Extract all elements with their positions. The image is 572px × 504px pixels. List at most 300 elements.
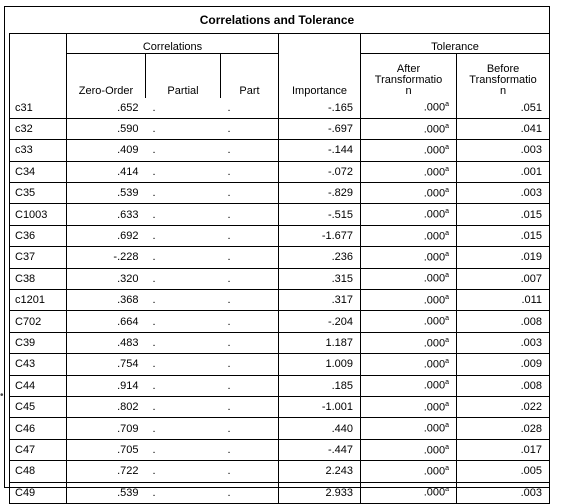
before-header-line3: n <box>499 84 507 97</box>
partial-cell <box>146 311 221 332</box>
importance-cell <box>279 311 361 332</box>
importance-cell-value: -1.001 <box>321 401 354 414</box>
after-transformation-cell-value: .000 <box>423 444 446 457</box>
part-cell-value: . <box>227 165 231 178</box>
after-transformation-cell-value: .000 <box>423 273 446 286</box>
table-row <box>10 396 550 417</box>
footnote-mark: a <box>445 251 450 259</box>
row-label <box>10 396 67 417</box>
footnote-mark: a <box>445 165 450 173</box>
after-transformation-cell-value: .000 <box>423 315 446 328</box>
importance-cell <box>279 461 361 482</box>
row-label-value: C39 <box>15 336 36 349</box>
before-transformation-cell-value: .051 <box>520 101 543 114</box>
importance-cell <box>279 290 361 311</box>
importance-cell <box>279 161 361 182</box>
partial-cell <box>146 247 221 268</box>
after-transformation-cell <box>361 204 457 225</box>
before-transformation-cell-value: .005 <box>520 465 543 478</box>
partial-cell-value: . <box>152 272 156 285</box>
partial-cell <box>146 375 221 396</box>
zero-order-cell-value: .722 <box>117 465 139 478</box>
importance-cell-value: -.165 <box>327 101 354 114</box>
part-cell-value: . <box>227 144 231 157</box>
table-row <box>10 418 550 439</box>
importance-cell-value: 1.009 <box>325 358 354 371</box>
after-transformation-cell <box>361 161 457 182</box>
partial-cell <box>146 98 221 119</box>
zero-order-cell <box>67 418 146 439</box>
after-transformation-cell-value: .000 <box>423 380 446 393</box>
after-transformation-cell <box>361 396 457 417</box>
row-label <box>10 98 67 119</box>
after-transformation-cell <box>361 418 457 439</box>
footnote-mark: a <box>445 358 450 366</box>
importance-cell-value: 2.243 <box>325 465 354 478</box>
zero-order-cell-value: .709 <box>117 422 139 435</box>
zero-order-cell <box>67 140 146 161</box>
row-label <box>10 183 67 204</box>
before-transformation-cell-value: .015 <box>520 230 543 243</box>
importance-cell-value: -.829 <box>327 187 354 200</box>
importance-cell-value: -.204 <box>327 315 354 328</box>
table-row <box>10 140 550 161</box>
part-cell-value: . <box>227 230 231 243</box>
before-transformation-cell <box>457 183 550 204</box>
after-transformation-cell <box>361 268 457 289</box>
table-row <box>10 375 550 396</box>
after-transformation-cell <box>361 461 457 482</box>
after-transformation-cell-value: .000 <box>423 102 446 115</box>
after-header-line3: n <box>405 84 412 97</box>
footnote-mark: a <box>445 315 450 323</box>
partial-cell-value: . <box>152 251 156 264</box>
row-label-value: C702 <box>15 315 42 328</box>
zero-order-cell <box>67 204 146 225</box>
importance-header-cell <box>279 34 361 98</box>
partial-cell-value: . <box>152 208 156 221</box>
partial-cell <box>146 290 221 311</box>
part-cell-value: . <box>227 208 231 221</box>
row-label <box>10 332 67 353</box>
after-transformation-cell-value: .000 <box>423 166 446 179</box>
importance-cell-value: 2.933 <box>325 486 354 499</box>
before-transformation-header <box>457 54 550 98</box>
row-label-value: C36 <box>15 230 36 243</box>
part-cell <box>221 375 279 396</box>
table-row <box>10 183 550 204</box>
after-transformation-cell-value: .000 <box>423 465 446 478</box>
importance-cell-value: -.072 <box>327 165 354 178</box>
part-cell <box>221 439 279 460</box>
importance-cell <box>279 183 361 204</box>
after-transformation-cell-value: .000 <box>423 230 446 243</box>
row-label <box>10 247 67 268</box>
table-row <box>10 268 550 289</box>
before-transformation-cell <box>457 140 550 161</box>
footnote-mark: a <box>445 101 450 109</box>
table-row <box>10 439 550 460</box>
table-row <box>10 290 550 311</box>
partial-cell-value: . <box>152 443 156 456</box>
row-label <box>10 225 67 246</box>
zero-order-cell <box>67 439 146 460</box>
row-header-corner <box>10 34 67 98</box>
importance-cell-value: -.515 <box>327 208 354 221</box>
row-label-value: c31 <box>15 101 33 114</box>
table-row <box>10 461 550 482</box>
before-transformation-cell <box>457 268 550 289</box>
part-cell-value: . <box>227 358 231 371</box>
row-label-value: C38 <box>15 272 36 285</box>
partial-cell-value: . <box>152 144 156 157</box>
zero-order-cell-value: .539 <box>117 187 139 200</box>
zero-order-cell <box>67 290 146 311</box>
importance-cell <box>279 396 361 417</box>
before-transformation-cell <box>457 354 550 375</box>
row-label-value: C49 <box>15 486 36 499</box>
footnote-mark: a <box>445 486 450 494</box>
importance-cell <box>279 140 361 161</box>
before-header-line2: Transformatio <box>469 73 537 86</box>
importance-header: Importance <box>292 84 348 97</box>
row-label-value: C37 <box>15 251 36 264</box>
before-transformation-cell-value: .007 <box>520 272 543 285</box>
zero-order-cell-value: .320 <box>117 272 139 285</box>
before-transformation-cell <box>457 332 550 353</box>
tolerance-group-header: Tolerance <box>361 34 550 54</box>
row-label-value: c32 <box>15 123 33 136</box>
part-cell <box>221 268 279 289</box>
importance-cell-value: -1.677 <box>321 230 354 243</box>
row-label <box>10 140 67 161</box>
zero-order-cell <box>67 375 146 396</box>
partial-cell-value: . <box>152 315 156 328</box>
importance-cell-value: .440 <box>331 422 354 435</box>
part-cell <box>221 482 279 503</box>
after-header-line1: After <box>396 62 421 75</box>
footnote-mark: a <box>445 293 450 301</box>
footnote-mark: a <box>445 379 450 387</box>
partial-cell <box>146 354 221 375</box>
partial-cell-value: . <box>152 401 156 414</box>
importance-cell-value: .315 <box>331 272 354 285</box>
before-transformation-cell <box>457 418 550 439</box>
row-label <box>10 161 67 182</box>
before-transformation-cell <box>457 375 550 396</box>
after-transformation-cell-value: .000 <box>423 208 446 221</box>
importance-cell-value: .317 <box>331 294 354 307</box>
importance-cell <box>279 247 361 268</box>
part-cell <box>221 140 279 161</box>
part-cell <box>221 204 279 225</box>
correlations-tolerance-table-frame <box>4 6 550 500</box>
before-transformation-cell <box>457 98 550 119</box>
before-transformation-cell-value: .008 <box>520 379 543 392</box>
zero-order-cell-value: .409 <box>117 144 139 157</box>
importance-cell <box>279 354 361 375</box>
table-row <box>10 332 550 353</box>
part-cell-value: . <box>227 336 231 349</box>
importance-cell <box>279 225 361 246</box>
partial-cell-value: . <box>152 465 156 478</box>
partial-cell-value: . <box>152 486 156 499</box>
zero-order-cell <box>67 354 146 375</box>
part-cell-value: . <box>227 187 231 200</box>
part-cell-value: . <box>227 315 231 328</box>
footnote-mark: a <box>445 186 450 194</box>
zero-order-cell <box>67 396 146 417</box>
part-cell-value: . <box>227 465 231 478</box>
importance-cell <box>279 204 361 225</box>
after-transformation-cell <box>361 290 457 311</box>
row-label-value: C35 <box>15 187 36 200</box>
zero-order-cell <box>67 247 146 268</box>
partial-cell-value: . <box>152 379 156 392</box>
before-transformation-cell <box>457 396 550 417</box>
correlations-tolerance-table <box>9 33 550 504</box>
after-header-line2: Transformatio <box>374 73 443 86</box>
table-row <box>10 354 550 375</box>
before-transformation-cell <box>457 247 550 268</box>
before-transformation-cell <box>457 118 550 139</box>
zero-order-cell-value: .652 <box>117 101 139 114</box>
row-label-value: C46 <box>15 422 36 435</box>
zero-order-cell-value: .483 <box>117 336 139 349</box>
after-transformation-cell-value: .000 <box>423 123 446 136</box>
before-transformation-cell-value: .009 <box>520 358 543 371</box>
table-row <box>10 98 550 119</box>
partial-cell-value: . <box>152 101 156 114</box>
before-transformation-cell-value: .028 <box>520 422 543 435</box>
part-header: Part <box>221 54 279 98</box>
after-transformation-cell-value: .000 <box>423 487 446 500</box>
part-cell <box>221 247 279 268</box>
part-cell-value: . <box>227 251 231 264</box>
importance-cell-value: -.697 <box>327 123 354 136</box>
partial-cell <box>146 204 221 225</box>
importance-cell-value: .236 <box>331 251 354 264</box>
row-label-value: c1201 <box>15 294 45 307</box>
footnote-mark: a <box>445 272 450 280</box>
before-transformation-cell <box>457 225 550 246</box>
zero-order-cell-value: .414 <box>117 165 139 178</box>
row-label-value: C43 <box>15 358 36 371</box>
row-label-value: C34 <box>15 165 36 178</box>
after-transformation-cell-value: .000 <box>423 401 446 414</box>
part-cell-value: . <box>227 294 231 307</box>
row-label <box>10 418 67 439</box>
after-transformation-cell-value: .000 <box>423 294 446 307</box>
partial-cell <box>146 461 221 482</box>
zero-order-cell-value: .754 <box>117 358 139 371</box>
row-label-value: C47 <box>15 443 36 456</box>
correlations-group-header: Correlations <box>67 34 279 54</box>
before-transformation-cell-value: .001 <box>520 165 543 178</box>
part-cell <box>221 290 279 311</box>
partial-cell <box>146 183 221 204</box>
after-transformation-cell <box>361 98 457 119</box>
part-cell-value: . <box>227 401 231 414</box>
row-label <box>10 439 67 460</box>
zero-order-cell-value: .692 <box>117 230 139 243</box>
importance-cell <box>279 268 361 289</box>
row-label-value: c33 <box>15 144 33 157</box>
partial-cell <box>146 118 221 139</box>
zero-order-cell-value: .539 <box>117 486 139 499</box>
after-transformation-cell <box>361 183 457 204</box>
row-label-value: C45 <box>15 401 36 414</box>
before-transformation-cell-value: .022 <box>520 401 543 414</box>
after-transformation-cell-value: .000 <box>423 337 446 350</box>
zero-order-cell <box>67 482 146 503</box>
importance-cell-value: -.447 <box>327 443 354 456</box>
footnote-mark: a <box>445 144 450 152</box>
footnote-mark: a <box>445 229 450 237</box>
part-cell-value: . <box>227 379 231 392</box>
before-transformation-cell-value: .003 <box>520 187 543 200</box>
before-transformation-cell-value: .003 <box>520 336 543 349</box>
zero-order-cell <box>67 311 146 332</box>
before-transformation-cell-value: .011 <box>521 294 543 307</box>
before-transformation-cell <box>457 290 550 311</box>
zero-order-cell-value: .664 <box>117 315 139 328</box>
part-cell <box>221 98 279 119</box>
footnote-mark: a <box>445 336 450 344</box>
importance-cell <box>279 482 361 503</box>
before-transformation-cell <box>457 482 550 503</box>
before-header-line1: Before <box>486 62 520 75</box>
part-cell <box>221 418 279 439</box>
zero-order-cell <box>67 268 146 289</box>
part-cell <box>221 225 279 246</box>
zero-order-cell <box>67 161 146 182</box>
row-label-value: C1003 <box>15 208 48 221</box>
row-label <box>10 482 67 503</box>
after-transformation-cell-value: .000 <box>423 187 446 200</box>
partial-cell-value: . <box>152 358 156 371</box>
after-transformation-cell <box>361 225 457 246</box>
row-label <box>10 118 67 139</box>
zero-order-cell <box>67 225 146 246</box>
after-transformation-cell <box>361 354 457 375</box>
partial-cell <box>146 268 221 289</box>
zero-order-cell <box>67 183 146 204</box>
before-transformation-cell-value: .008 <box>520 315 543 328</box>
table-row <box>10 482 550 503</box>
zero-order-cell-value: .368 <box>117 294 139 307</box>
partial-cell-value: . <box>152 187 156 200</box>
partial-cell <box>146 140 221 161</box>
zero-order-cell <box>67 461 146 482</box>
after-transformation-cell <box>361 311 457 332</box>
after-transformation-cell <box>361 482 457 503</box>
part-cell <box>221 161 279 182</box>
table-row <box>10 247 550 268</box>
partial-cell <box>146 482 221 503</box>
table-body <box>10 98 550 504</box>
side-marker: • <box>0 390 4 401</box>
zero-order-cell-value: .590 <box>117 123 139 136</box>
after-transformation-cell <box>361 439 457 460</box>
table-row <box>10 311 550 332</box>
partial-cell <box>146 418 221 439</box>
partial-cell <box>146 161 221 182</box>
before-transformation-cell <box>457 204 550 225</box>
table-row <box>10 161 550 182</box>
partial-cell <box>146 225 221 246</box>
footnote-mark: a <box>445 422 450 430</box>
part-cell-value: . <box>227 422 231 435</box>
part-cell <box>221 311 279 332</box>
zero-order-cell-value: .705 <box>117 443 139 456</box>
importance-cell <box>279 98 361 119</box>
importance-cell <box>279 118 361 139</box>
footnote-mark: a <box>445 400 450 408</box>
zero-order-cell <box>67 332 146 353</box>
importance-cell <box>279 418 361 439</box>
after-transformation-cell-value: .000 <box>423 144 446 157</box>
part-cell <box>221 118 279 139</box>
zero-order-cell-value: .633 <box>117 208 139 221</box>
row-label <box>10 461 67 482</box>
zero-order-cell <box>67 98 146 119</box>
part-cell-value: . <box>227 272 231 285</box>
table-row <box>10 204 550 225</box>
before-transformation-cell <box>457 161 550 182</box>
importance-cell-value: 1.187 <box>325 336 354 349</box>
before-transformation-cell-value: .003 <box>520 144 543 157</box>
row-label <box>10 204 67 225</box>
importance-cell <box>279 375 361 396</box>
zero-order-cell <box>67 118 146 139</box>
after-transformation-cell <box>361 375 457 396</box>
importance-cell <box>279 439 361 460</box>
partial-cell <box>146 396 221 417</box>
after-transformation-header <box>361 54 457 98</box>
row-label <box>10 375 67 396</box>
row-label-value: C48 <box>15 465 36 478</box>
partial-cell-value: . <box>152 123 156 136</box>
part-cell <box>221 461 279 482</box>
footnote-mark: a <box>445 122 450 130</box>
row-label <box>10 268 67 289</box>
before-transformation-cell <box>457 311 550 332</box>
before-transformation-cell-value: .017 <box>520 443 543 456</box>
footnote-mark: a <box>445 465 450 472</box>
row-label <box>10 290 67 311</box>
before-transformation-cell-value: .019 <box>520 251 543 264</box>
row-label <box>10 354 67 375</box>
part-cell <box>221 332 279 353</box>
part-cell <box>221 183 279 204</box>
partial-cell-value: . <box>152 422 156 435</box>
partial-cell-value: . <box>152 165 156 178</box>
footnote-mark: a <box>445 208 450 216</box>
importance-cell <box>279 332 361 353</box>
footnote-mark: a <box>445 443 450 451</box>
partial-cell-value: . <box>152 230 156 243</box>
after-transformation-cell-value: .000 <box>423 422 446 435</box>
partial-cell-value: . <box>152 294 156 307</box>
part-cell <box>221 354 279 375</box>
part-cell <box>221 396 279 417</box>
partial-cell-value: . <box>152 336 156 349</box>
partial-cell <box>146 332 221 353</box>
after-transformation-cell-value: .000 <box>423 251 446 264</box>
zero-order-header: Zero-Order <box>67 54 146 98</box>
part-cell-value: . <box>227 486 231 499</box>
